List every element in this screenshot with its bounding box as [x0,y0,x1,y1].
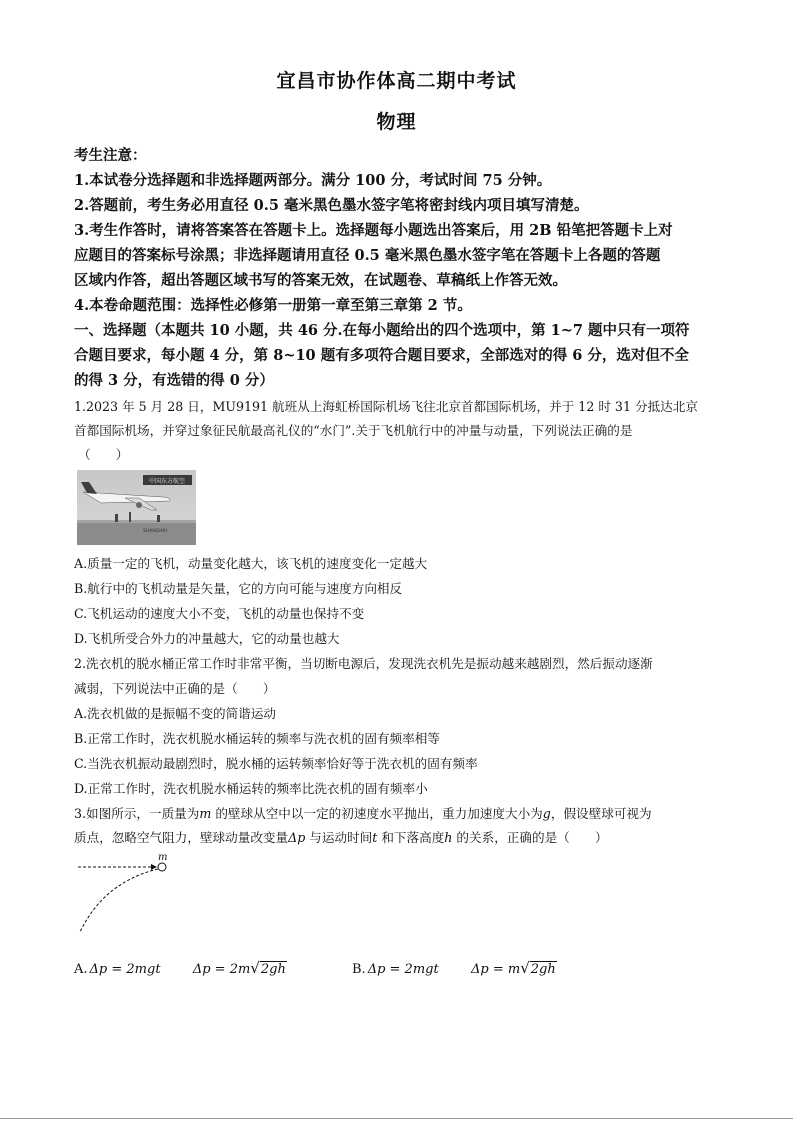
q2-option-d: D.正常工作时，洗衣机脱水桶运转的频率比洗衣机的固有频率小 [74,781,428,796]
var-dp: Δp [288,830,306,845]
q1-stem: （ ） [78,447,129,462]
q3-stem-line1: 3.如图所示，一质量为m 的壁球从空中以一定的初速度水平抛出，重力加速度大小为g，假设壁球可视为 [74,806,652,821]
radicand-a: 2gh [260,962,286,977]
subject-title: 物理 [376,111,417,133]
photo-ground-text: SHANGHAI [143,529,167,534]
q2-stem: 减弱，下列说法中正确的是（ ） [74,681,276,696]
section-instruction: 合题目要求，每小题 4 分，第 8~10 题有多项符合题目要求，全部选对的得 6 分，选对但不全 [74,347,689,364]
notice-item: 2.答题前，考生务必用直径 0.5 毫米黑色墨水签字笔将密封线内项目填写清楚。 [74,197,589,214]
exam-title: 宜昌市协作体高二期中考试 [276,70,517,92]
q1-stem: 1.2023 年 5 月 28 日，MU9191 航班从上海虹桥国际机场飞往北京首都国际机场，并于 12 时 31 分抵达北京 [74,399,698,414]
q2-stem: 2.洗衣机的脱水桶正常工作时非常平衡，当切断电源后，发现洗衣机先是振动越来越剧烈，然后振动逐渐 [74,656,653,671]
q1-option-c: C.飞机运动的速度大小不变，飞机的动量也保持不变 [74,606,365,621]
radicand-b: 2gh [530,962,556,977]
q1-stem: 首都国际机场，并穿过象征民航最高礼仪的“水门”.关于飞机航行中的冲量与动量，下列说法正确的是 [74,423,633,438]
notice-item: 应题目的答案标号涂黑；非选择题请用直径 0.5 毫米黑色墨水签字笔在答题卡上各题的答题 [74,247,661,264]
q1-option-b: B.航行中的飞机动量是矢量，它的方向可能与速度方向相反 [74,581,403,596]
ball-label: m [158,852,168,863]
airplane-photo [77,470,196,545]
var-g: g [542,806,551,821]
q3-option-a: A. Δp = 2mgt Δp = 2m√2gh [74,959,286,977]
q3-stem-line2: 质点，忽略空气阻力，壁球动量改变量Δp 与运动时间t 和下落高度h 的关系，正确的是（ ） [74,830,608,845]
formula-b2: Δp = m [470,962,521,977]
notice-item: 3.考生作答时，请将答案答在答题卡上。选择题每小题选出答案后，用 2B 铅笔把答题卡上对 [74,222,673,239]
notice-item: 区域内作答，超出答题区域书写的答案无效，在试题卷、草稿纸上作答无效。 [74,272,567,289]
q3-option-b: B. Δp = 2mgt Δp = m√2gh [352,959,556,977]
var-m: m [199,806,212,821]
section-instruction: 的得 3 分，有选错的得 0 分） [74,372,274,389]
q2-option-a: A.洗衣机做的是振幅不变的简谐运动 [74,706,277,721]
photo-sign-text: 中国东方航空 [148,478,186,485]
var-t: t [372,830,378,845]
section-instruction: 一、选择题（本题共 10 小题，共 46 分.在每小题给出的四个选项中，第 1~7 题中只有一项符 [74,322,690,339]
notice-item: 1.本试卷分选择题和非选择题两部分。满分 100 分，考试时间 75 分钟。 [74,172,552,189]
projectile-figure [74,850,184,940]
q1-option-a: A.质量一定的飞机，动量变化越大，该飞机的速度变化一定越大 [74,556,428,571]
formula-b1: Δp = 2mgt [367,962,439,977]
formula-a2: Δp = 2m [192,962,251,977]
page-bottom-rule [0,1118,793,1119]
q2-option-c: C.当洗衣机振动最剧烈时，脱水桶的运转频率恰好等于洗衣机的固有频率 [74,756,478,771]
q1-option-d: D.飞机所受合外力的冲量越大，它的动量也越大 [74,631,340,646]
formula-a1: Δp = 2mgt [89,962,161,977]
var-h: h [444,830,453,845]
notice-heading: 考生注意： [74,147,147,164]
notice-item: 4.本卷命题范围：选择性必修第一册第一章至第三章第 2 节。 [74,297,472,314]
q2-option-b: B.正常工作时，洗衣机脱水桶运转的频率与洗衣机的固有频率相等 [74,731,440,746]
